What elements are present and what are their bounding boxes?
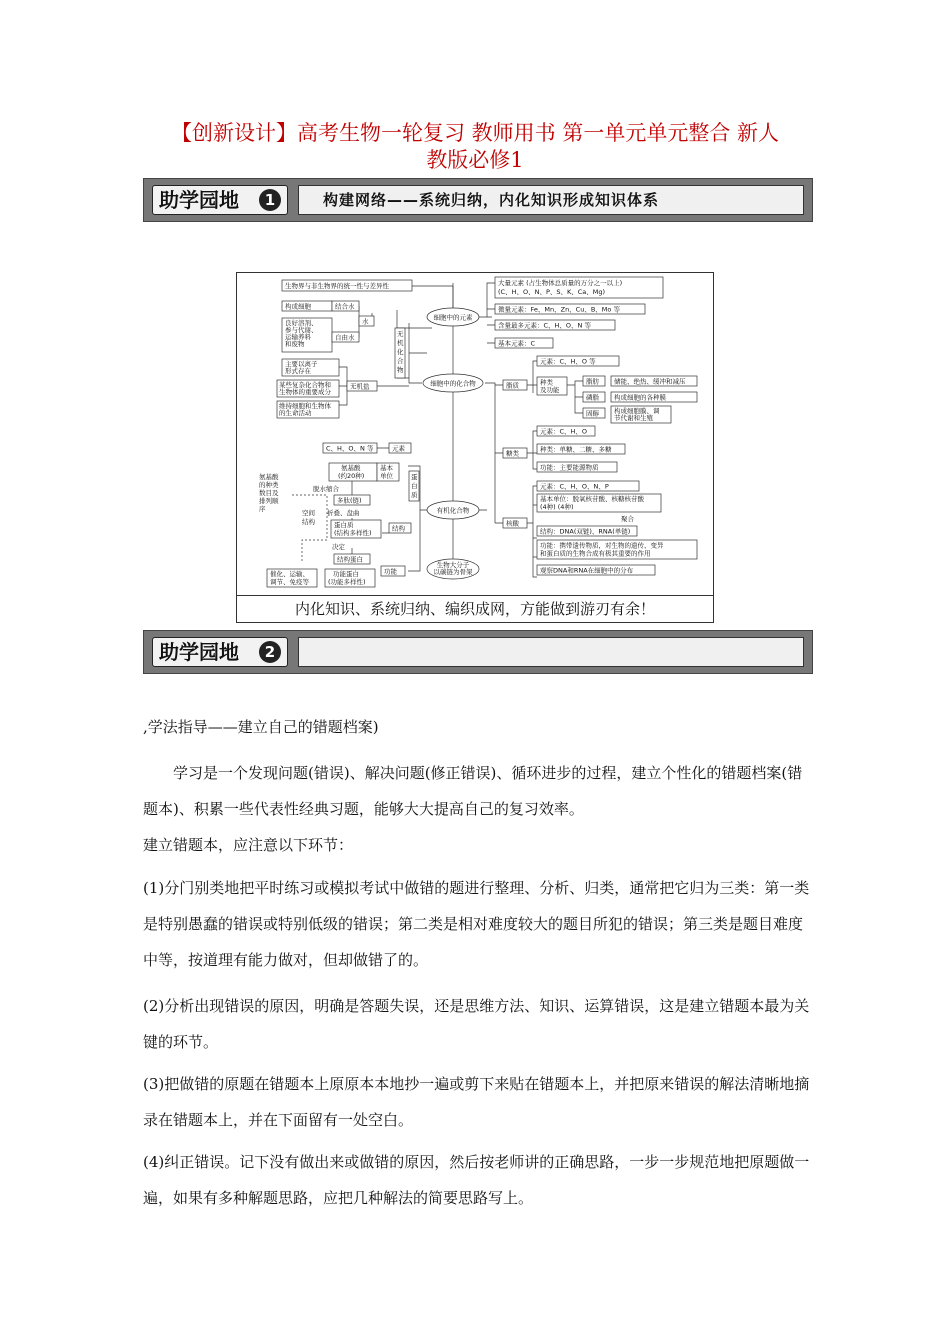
svg-text:蛋白质: 蛋白质: [334, 521, 354, 529]
svg-text:蛋: 蛋: [411, 473, 418, 481]
paragraph-5: (3)把做错的原题在错题本上原原本本地抄一遍或剪下来贴在错题本上，并把原来错误的解法清晰地摘录在错题本上，并在下面留有一处空白。: [143, 1075, 810, 1129]
svg-text:水: 水: [362, 317, 369, 326]
svg-text:及功能: 及功能: [540, 386, 560, 394]
paragraph-6: (4)纠正错误。记下没有做出来或做错的原因，然后按老师讲的正确思路，一步一步规范地把原题做一遍，如果有多种解题思路，应把几种解法的简要思路写上。: [143, 1153, 810, 1207]
svg-text:(约20种): (约20种): [338, 472, 365, 480]
svg-text:无: 无: [397, 330, 404, 338]
svg-text:白: 白: [411, 482, 418, 490]
banner-text: [298, 637, 804, 667]
svg-text:功能：携带遗传物质，对生物的遗传、变异: 功能：携带遗传物质，对生物的遗传、变异: [540, 541, 664, 550]
svg-text:生物体的重要成分: 生物体的重要成分: [279, 388, 331, 396]
svg-text:催化、运输、: 催化、运输、: [270, 570, 309, 578]
svg-text:多肽(链): 多肽(链): [337, 496, 362, 505]
svg-text:节代谢和生殖: 节代谢和生殖: [614, 414, 653, 422]
svg-text:化: 化: [397, 348, 404, 356]
svg-text:以碳链为骨架: 以碳链为骨架: [433, 568, 473, 576]
concept-map-diagram: [237, 273, 713, 597]
paragraph-1: 学习是一个发现问题(错误)、解决问题(修正错误)、循环进步的过程，建立个性化的错题档案(错题本)、积累一些代表性经典习题，能够大大提高自己的复习效率。: [143, 764, 803, 818]
svg-text:和蛋白质的生物合成有极其重要的作用: 和蛋白质的生物合成有极其重要的作用: [540, 549, 651, 558]
svg-text:机: 机: [397, 339, 404, 347]
svg-text:C、H、O、N 等: C、H、O、N 等: [326, 444, 374, 453]
svg-text:(结构多样性): (结构多样性): [334, 529, 372, 537]
svg-text:功能蛋白: 功能蛋白: [333, 570, 359, 578]
svg-text:排列顺: 排列顺: [259, 497, 279, 505]
document-title: 【创新设计】高考生物一轮复习 教师用书 第一单元单元整合 新人 教版必修1: [170, 121, 780, 172]
svg-text:自由水: 自由水: [335, 333, 355, 342]
svg-text:空间: 空间: [302, 509, 315, 517]
banner-text: 构建网络——系统归纳，内化知识形成知识体系: [298, 185, 804, 215]
svg-text:元素：C、H、O: 元素：C、H、O: [540, 427, 588, 436]
svg-text:无机盐: 无机盐: [350, 382, 370, 391]
svg-text:元素: 元素: [392, 444, 405, 453]
svg-text:序: 序: [259, 505, 266, 513]
svg-text:结构蛋白: 结构蛋白: [337, 555, 363, 564]
paragraph-4: (2)分析出现错误的原因，明确是答题失误，还是思维方法、知识、运算错误，这是建立错题本最为关键的环节。: [143, 997, 810, 1051]
svg-text:折叠、盘曲: 折叠、盘曲: [327, 509, 360, 517]
banner-badge: 助学园地 1: [152, 185, 288, 215]
svg-text:固醇: 固醇: [586, 409, 599, 418]
svg-text:磷脂: 磷脂: [586, 393, 599, 402]
svg-text:观察DNA和RNA在细胞中的分布: 观察DNA和RNA在细胞中的分布: [540, 566, 634, 575]
center-organic: [427, 501, 479, 519]
section-banner-2: [143, 630, 813, 674]
svg-text:运输养料: 运输养料: [285, 333, 311, 341]
svg-text:核酸: 核酸: [506, 519, 519, 528]
svg-text:储能、绝热、缓冲和减压: 储能、绝热、缓冲和减压: [614, 377, 686, 386]
paragraph-3: (1)分门别类地把平时练习或模拟考试中做错的题进行整理、分析、归类，通常把它归为三类：第一类是特别愚蠢的错误或特别低级的错误；第二类是相对难度较大的题目所犯的错误；第三类是题目难度中等，按道理有能力做对，但却做错了的。: [143, 879, 810, 969]
svg-text:元素：C、H、O 等: 元素：C、H、O 等: [540, 357, 596, 366]
svg-text:合: 合: [397, 357, 404, 365]
svg-text:(功能多样性): (功能多样性): [328, 578, 366, 586]
center-elements: [427, 308, 479, 326]
svg-text:结构: 结构: [392, 524, 405, 533]
section-heading: ,学法指导——建立自己的错题档案): [143, 718, 379, 736]
map-caption: 内化知识、系统归纳、编织成网，方能做到游刃有余！: [237, 595, 713, 622]
svg-text:的生命活动: 的生命活动: [279, 409, 312, 417]
svg-text:调节、免疫等: 调节、免疫等: [270, 578, 309, 586]
svg-text:构成细胞的各种膜: 构成细胞的各种膜: [614, 393, 666, 402]
svg-text:种类：单糖、二糖、多糖: 种类：单糖、二糖、多糖: [540, 445, 612, 454]
svg-text:有机化合物: 有机化合物: [436, 506, 470, 515]
concept-map: [236, 272, 714, 623]
svg-text:和废物: 和废物: [285, 340, 305, 348]
svg-text:基本单位：脱氧核苷酸、核糖核苷酸: 基本单位：脱氧核苷酸、核糖核苷酸: [540, 495, 644, 503]
svg-text:氨基酸: 氨基酸: [259, 473, 279, 481]
svg-text:的种类: 的种类: [259, 481, 279, 489]
svg-text:氨基酸: 氨基酸: [341, 464, 361, 472]
svg-text:结构：DNA(双链)、RNA(单链): 结构：DNA(双链)、RNA(单链): [540, 527, 631, 536]
svg-text:细胞中的化合物: 细胞中的化合物: [430, 379, 476, 388]
svg-text:聚合: 聚合: [621, 515, 634, 523]
svg-text:主要以离子: 主要以离子: [285, 360, 318, 368]
svg-text:质: 质: [411, 491, 418, 499]
circled-number-icon: 2: [259, 641, 281, 663]
svg-text:构成细胞: 构成细胞: [285, 302, 311, 311]
svg-text:(C、H、O、N、P、S、K、Ca、Mg): (C、H、O、N、P、S、K、Ca、Mg): [498, 288, 606, 296]
svg-text:(4种) (4种): (4种) (4种): [540, 503, 574, 511]
svg-text:基本元素：C: 基本元素：C: [498, 339, 536, 348]
svg-text:种类: 种类: [540, 378, 553, 387]
svg-text:糖类: 糖类: [506, 449, 519, 458]
center-compounds: [423, 374, 483, 392]
paragraph-2: 建立错题本，应注意以下环节：: [143, 836, 354, 854]
svg-text:基本: 基本: [380, 464, 393, 472]
svg-text:功能：主要能源物质: 功能：主要能源物质: [540, 463, 599, 472]
center-carbon: [427, 559, 479, 579]
svg-text:结构: 结构: [302, 518, 315, 526]
svg-text:良好溶剂、: 良好溶剂、: [285, 319, 318, 327]
svg-text:大量元素 (占生物体总质量的万分之一以上): 大量元素 (占生物体总质量的万分之一以上): [498, 279, 623, 287]
svg-text:元素：C、H、O、N、P: 元素：C、H、O、N、P: [540, 482, 609, 491]
svg-text:构成细胞膜、调: 构成细胞膜、调: [614, 407, 660, 415]
svg-text:物: 物: [397, 366, 404, 374]
svg-text:脂肪: 脂肪: [586, 377, 599, 386]
svg-text:脱水缩合: 脱水缩合: [313, 485, 339, 493]
svg-text:细胞中的元素: 细胞中的元素: [433, 313, 473, 322]
svg-text:结合水: 结合水: [335, 302, 355, 311]
circled-number-icon: 1: [259, 189, 281, 211]
svg-text:脂质: 脂质: [506, 381, 519, 390]
top-box: 生物界与非生物界的统一性与差异性: [285, 282, 389, 290]
svg-text:决定: 决定: [332, 543, 345, 551]
svg-text:功能: 功能: [384, 567, 397, 576]
svg-text:含量最多元素：C、H、O、N 等: 含量最多元素：C、H、O、N 等: [498, 321, 591, 330]
svg-text:形式存在: 形式存在: [285, 367, 311, 375]
svg-text:某些复杂化合物和: 某些复杂化合物和: [279, 381, 331, 389]
svg-text:生物大分子: 生物大分子: [436, 561, 470, 569]
svg-text:数目及: 数目及: [259, 489, 279, 497]
svg-text:微量元素：Fe、Mn、Zn、Cu、B、Mo 等: 微量元素：Fe、Mn、Zn、Cu、B、Mo 等: [498, 305, 620, 314]
section-banner-1: [143, 178, 813, 222]
svg-text:参与代谢、: 参与代谢、: [285, 326, 318, 334]
svg-text:维持细胞和生物体: 维持细胞和生物体: [279, 402, 331, 410]
banner-badge: 助学园地 2: [152, 637, 288, 667]
svg-text:单位: 单位: [380, 472, 393, 480]
